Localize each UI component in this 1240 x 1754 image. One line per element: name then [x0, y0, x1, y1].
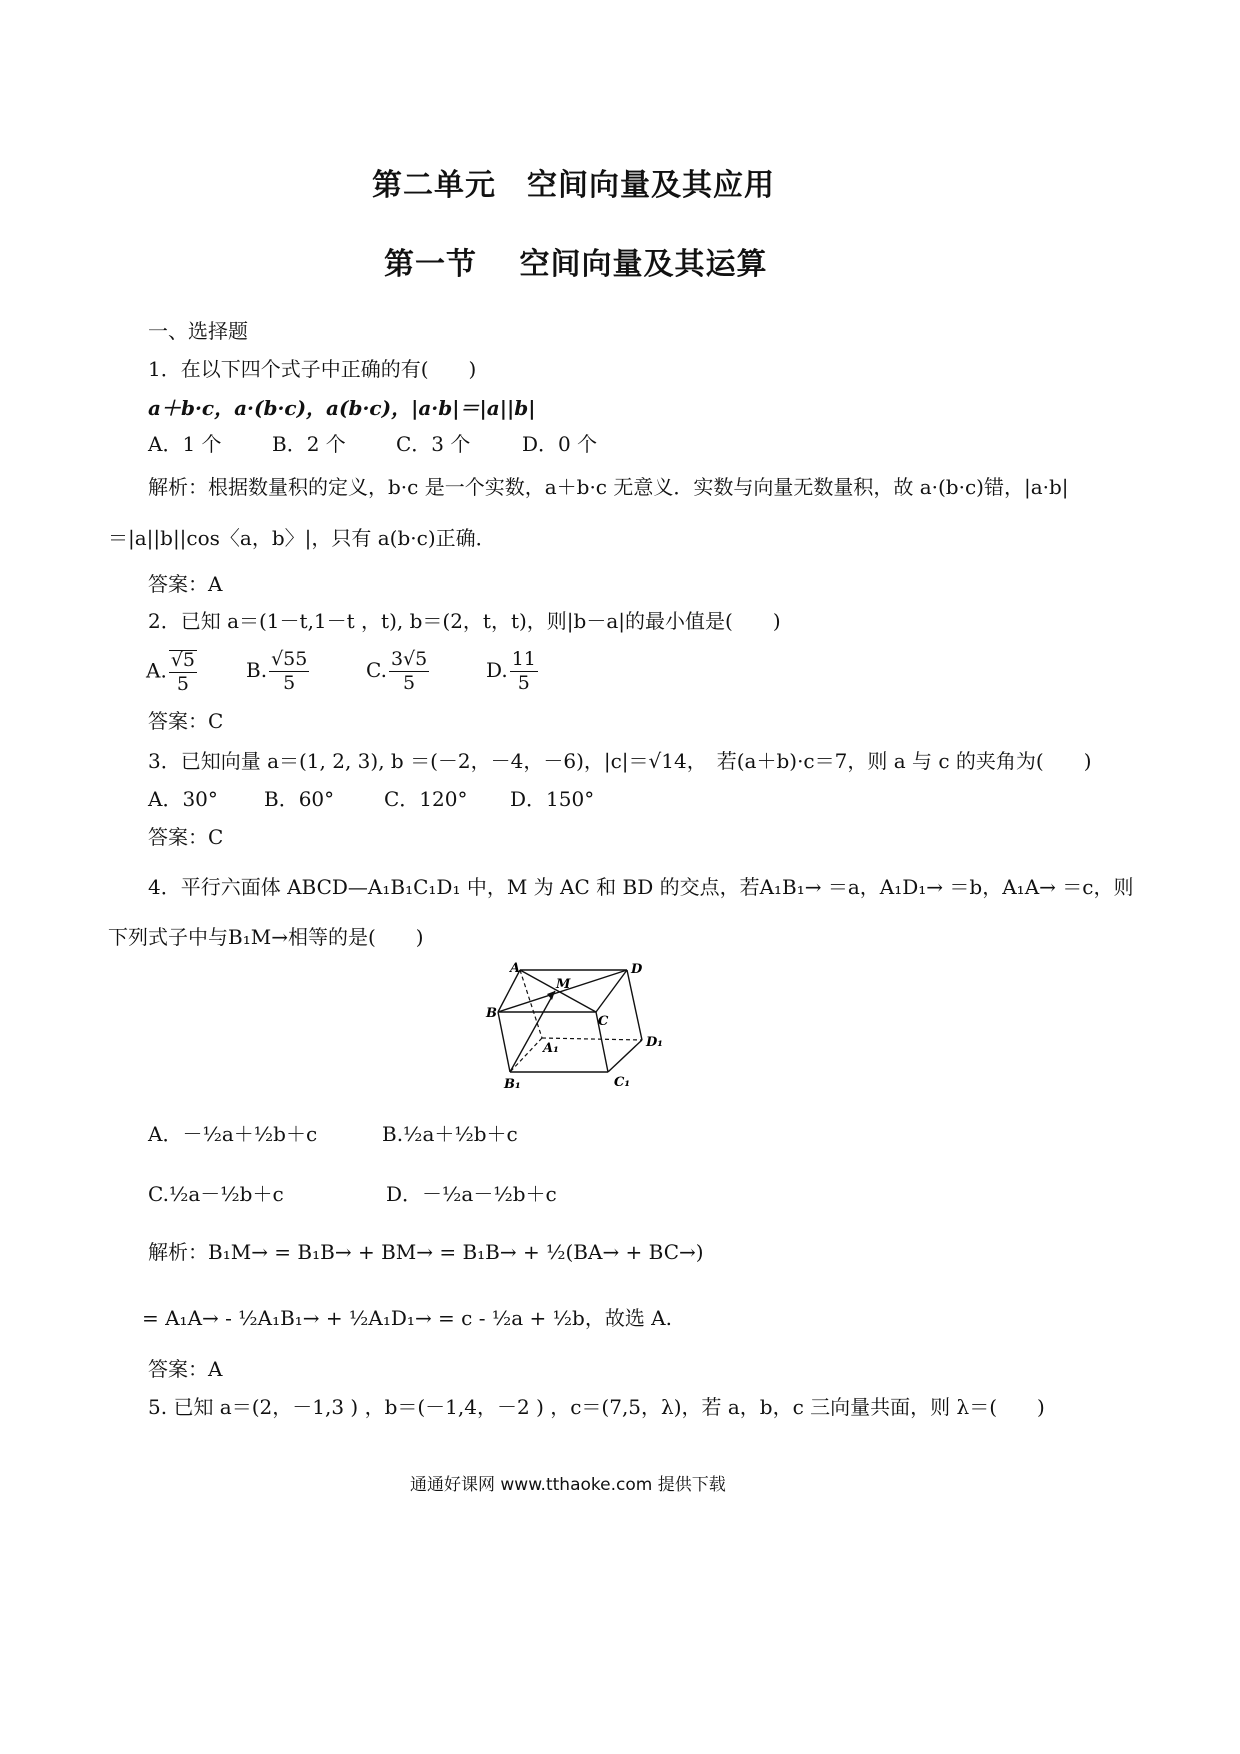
q4-stem-line1: 4．平行六面体 ABCD—A₁B₁C₁D₁ 中，M 为 AC 和 BD 的交点，若A₁B₁→ ＝a，A₁D₁→ ＝b，A₁A→ ＝c，则	[148, 875, 1134, 899]
q2-option-c	[366, 650, 431, 693]
q3-option-b: B．60°	[264, 787, 335, 811]
q3-stem: 3．已知向量 a＝(1, 2, 3), b ＝(－2，－4，－6)，|c|＝√14， 若(a＋b)·c＝7，则 a 与 c 的夹角为( )	[148, 749, 1092, 773]
edge-bb1	[498, 1012, 510, 1072]
q1-analysis-line1: 解析：根据数量积的定义，b·c 是一个实数，a＋b·c 无意义．实数与向量无数量积，故 a·(b·c)错，|a·b|	[148, 475, 1069, 499]
q3-option-c: C．120°	[384, 787, 468, 811]
q2-option-d-label: D.	[486, 658, 508, 682]
q4-answer: 答案：A	[148, 1357, 223, 1381]
label-c: C	[598, 1014, 609, 1029]
q1-option-a: A．1 个	[148, 432, 222, 456]
q1-stem: 1．在以下四个式子中正确的有( )	[148, 357, 477, 381]
q2-option-a	[146, 650, 199, 694]
q2-option-d-denominator: 5	[517, 672, 530, 694]
label-c1: C₁	[614, 1075, 631, 1090]
q4-stem-line2: 下列式子中与B₁M→相等的是( )	[108, 925, 424, 949]
q3-answer: 答案：C	[148, 825, 224, 849]
q2-option-c-numerator: 3√5	[390, 648, 428, 670]
q3-option-a: A．30°	[148, 787, 218, 811]
q4-option-a: A．－½a＋½b＋c	[148, 1122, 318, 1146]
label-a: A	[510, 961, 521, 976]
section-heading: 一、选择题	[148, 319, 248, 343]
q3-option-d: D．150°	[510, 787, 595, 811]
section-title: 第一节 空间向量及其运算	[384, 247, 768, 282]
q5-stem: 5. 已知 a＝(2，－1,3 ) ，b＝(－1,4，－2 ) ，c＝(7,5，λ)，若 a，b，c 三向量共面，则 λ＝( )	[148, 1395, 1045, 1419]
q2-option-a-numerator: √5	[170, 649, 196, 671]
q1-option-c: C．3 个	[396, 432, 471, 456]
q4-option-c: C.½a－½b＋c	[148, 1182, 284, 1206]
q2-stem: 2．已知 a＝(1－t,1－t ，t), b＝(2，t，t)，则|b－a|的最小值是( )	[148, 609, 781, 633]
q2-option-a-denominator: 5	[176, 673, 189, 695]
q4-option-d: D．－½a－½b＋c	[386, 1182, 557, 1206]
edge-dd1	[627, 970, 642, 1040]
q1-analysis-line2: ＝|a||b||cos〈a，b〉|，只有 a(b·c)正确．	[108, 526, 496, 550]
label-d: D	[631, 962, 643, 977]
q2-option-c-denominator: 5	[403, 672, 416, 694]
edge-c1d1	[608, 1040, 642, 1072]
page-footer: 通通好课网 www.tthaoke.com 提供下载	[410, 1475, 726, 1495]
q1-option-b: B．2 个	[272, 432, 346, 456]
label-b1: B₁	[504, 1077, 521, 1092]
vector-b1m	[510, 991, 555, 1072]
q2-option-b	[246, 650, 311, 693]
label-m: M	[556, 977, 571, 992]
q2-option-d-numerator: 11	[511, 648, 536, 670]
q4-analysis-line2: = A₁A→ - ½A₁B₁→ + ½A₁D₁→ = c - ½a + ½b，故选 A.	[142, 1306, 672, 1330]
hidden-edge-a1d1	[542, 1038, 642, 1040]
q1-option-d: D．0 个	[522, 432, 598, 456]
unit-title: 第二单元 空间向量及其应用	[372, 168, 775, 203]
q2-option-b-numerator: √55	[271, 648, 308, 670]
q4-analysis-line1: 解析：B₁M→ = B₁B→ + BM→ = B₁B→ + ½(BA→ + BC→)	[148, 1240, 704, 1264]
q2-option-d	[486, 650, 540, 693]
label-a1: A₁	[543, 1041, 559, 1056]
q4-option-b: B.½a＋½b＋c	[382, 1122, 518, 1146]
label-d1: D₁	[646, 1035, 663, 1050]
q2-option-b-label: B.	[246, 658, 268, 682]
q2-answer: 答案：C	[148, 709, 224, 733]
q1-answer: 答案：A	[148, 572, 223, 596]
edge-dc	[596, 970, 627, 1012]
q1-expressions: a＋b·c，a·(b·c)，a(b·c)，|a·b|＝|a||b|	[148, 396, 536, 420]
parallelepiped-figure	[480, 958, 670, 1093]
q2-option-c-label: C.	[366, 658, 387, 682]
label-b: B	[486, 1006, 497, 1021]
q2-option-b-denominator: 5	[283, 672, 296, 694]
q2-option-a-label: A.	[146, 658, 167, 683]
